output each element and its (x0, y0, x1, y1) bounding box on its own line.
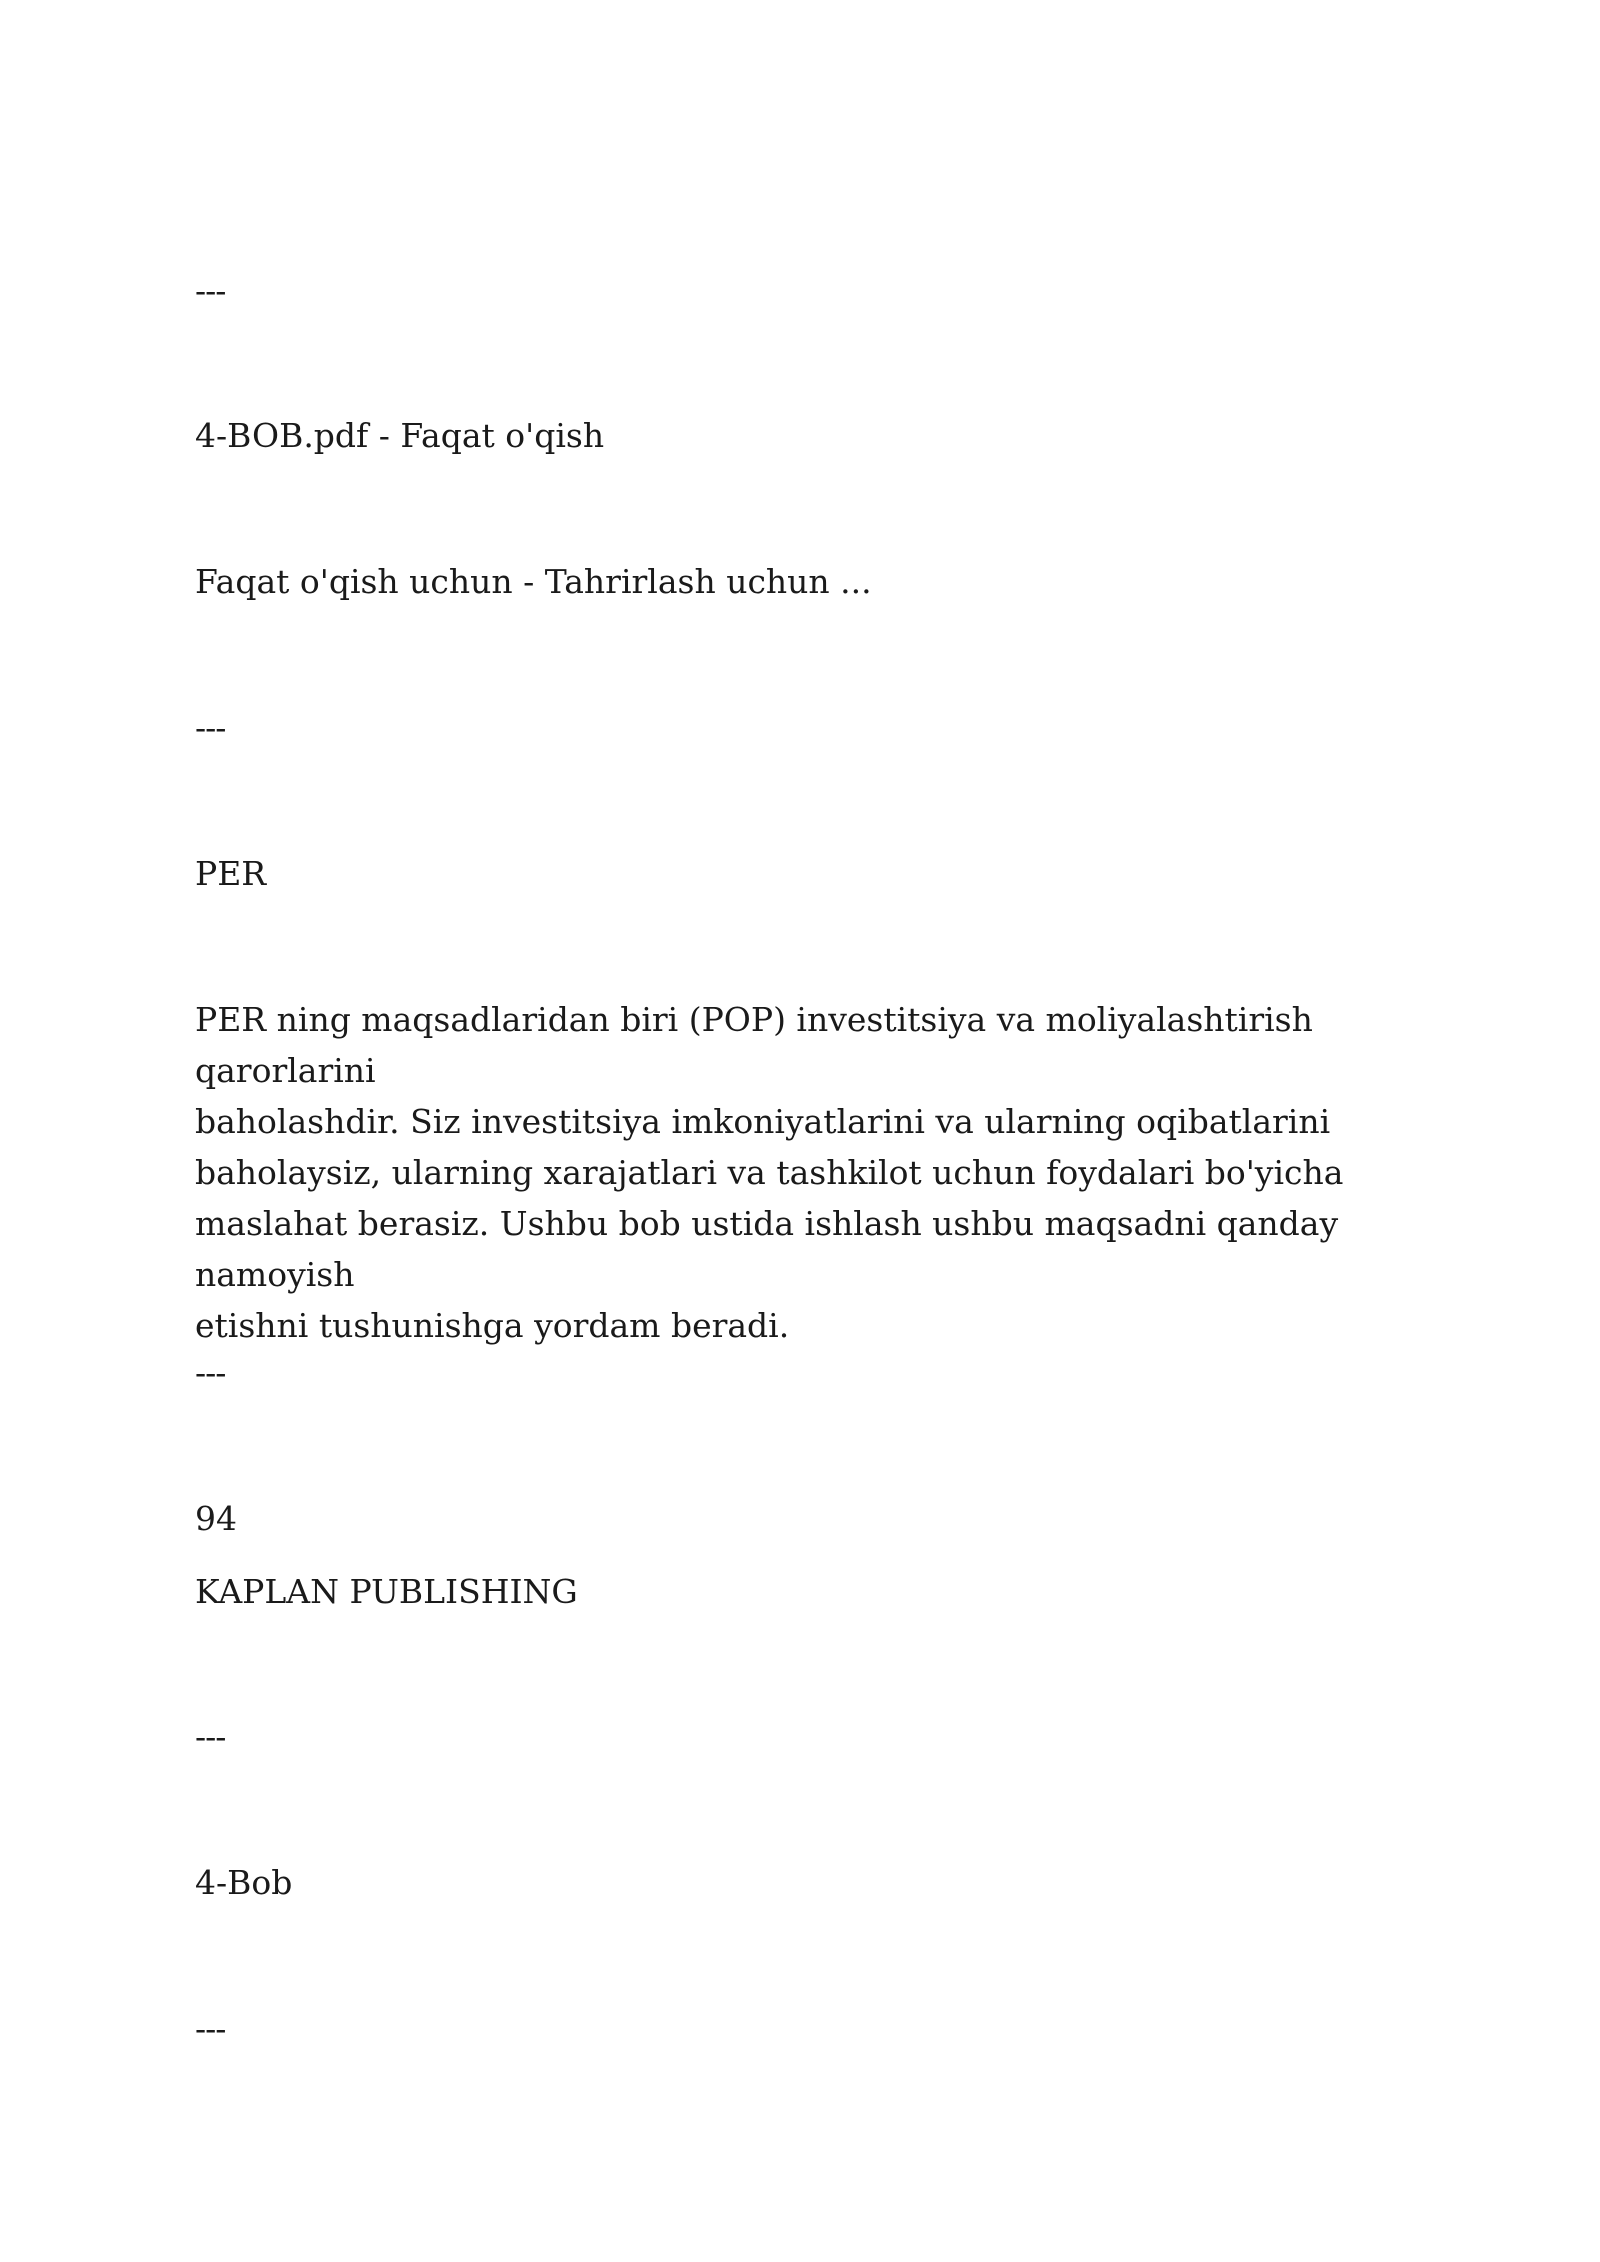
chapter-label: 4-Bob (195, 1863, 293, 1902)
publisher-name: KAPLAN PUBLISHING (195, 1572, 578, 1611)
body-paragraph (195, 994, 1435, 1351)
paragraph-line: etishni tushunishga yordam beradi. (195, 1306, 790, 1345)
page-number: 94 (195, 1499, 237, 1538)
separator: --- (195, 271, 226, 310)
separator: --- (195, 2009, 226, 2048)
mode-line: Faqat o'qish uchun - Tahrirlash uchun ... (195, 562, 872, 601)
section-heading: PER (195, 854, 267, 893)
separator: --- (195, 1353, 226, 1392)
paragraph-line: maslahat berasiz. Ushbu bob ustida ishlash ushbu maqsadni qanday namoyish (195, 1204, 1339, 1294)
separator: --- (195, 708, 226, 747)
separator: --- (195, 1717, 226, 1756)
file-title: 4-BOB.pdf - Faqat o'qish (195, 416, 605, 455)
paragraph-line: baholaysiz, ularning xarajatlari va tashkilot uchun foydalari bo'yicha (195, 1153, 1344, 1192)
paragraph-line: baholashdir. Siz investitsiya imkoniyatlarini va ularning oqibatlarini (195, 1102, 1331, 1141)
paragraph-line: PER ning maqsadlaridan biri (POP) investitsiya va moliyalashtirish qarorlarini (195, 1000, 1313, 1090)
